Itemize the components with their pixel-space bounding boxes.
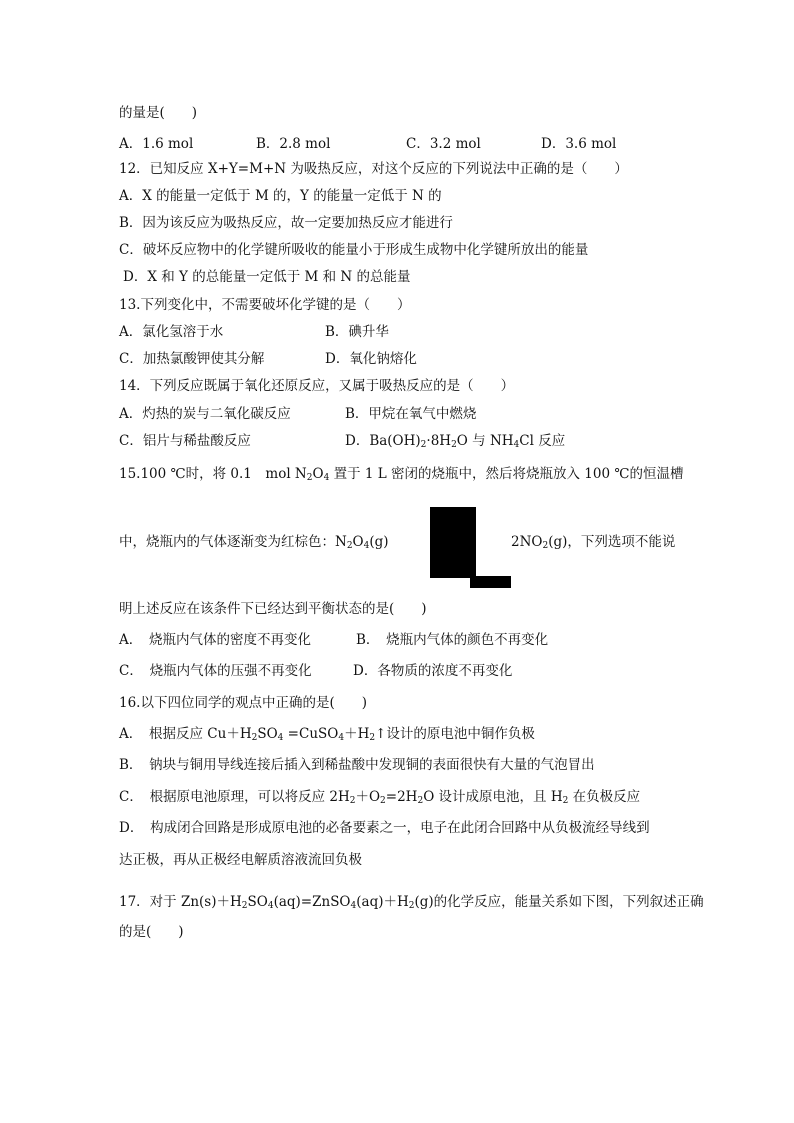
q16-option-b[interactable]: B． 钠块与铜用导线连接后插入到稀盐酸中发现铜的表面很快有大量的气泡冒出 <box>119 757 595 773</box>
q13-option-b[interactable]: B．碘升华 <box>325 324 389 340</box>
q15-stem-line3: 明上述反应在该条件下已经达到平衡状态的是( ) <box>119 601 427 617</box>
q11-option-c[interactable]: C．3.2 mol <box>406 136 481 152</box>
q15-stem-line2-right: $2NO_2(g)$，下列选项不能说 <box>511 534 676 551</box>
equilibrium-arrow-image <box>430 507 476 578</box>
q14-option-a[interactable]: A．灼热的炭与二氧化碳反应 <box>119 406 291 422</box>
q15-option-d[interactable]: D．各物质的浓度不再变化 <box>353 663 513 679</box>
q16-option-d-line1[interactable]: D． 构成闭合回路是形成原电池的必备要素之一，电子在此闭合回路中从负极流经导线到 <box>119 820 650 836</box>
q16-option-c[interactable]: C． 根据原电池原理，可以将反应 $2H_2+O_2=2H_2O$ 设计成原电池，且 $H_2$ 在负极反应 <box>119 789 641 806</box>
q15-option-c[interactable]: C． 烧瓶内气体的压强不再变化 <box>119 663 312 679</box>
q13-option-a[interactable]: A．氯化氢溶于水 <box>119 324 224 340</box>
q16-option-a[interactable]: A． 根据反应 $Cu+H_2SO_4$ $=CuSO_4+H_2↑$设计的原电池中铜作负极 <box>119 726 535 743</box>
q11-stem-tail: 的量是( ) <box>119 105 198 121</box>
q11-option-d[interactable]: D．3.6 mol <box>541 136 617 152</box>
q13-stem: 13.下列变化中，不需要破坏化学键的是（ ） <box>119 297 411 313</box>
q16-stem: 16.以下四位同学的观点中正确的是( ) <box>119 695 368 711</box>
q12-option-b[interactable]: B．因为该反应为吸热反应，故一定要加热反应才能进行 <box>119 215 453 231</box>
equilibrium-arrow-image-tail <box>470 576 511 588</box>
q14-option-b[interactable]: B．甲烷在氧气中燃烧 <box>345 406 477 422</box>
q12-option-a[interactable]: A．X 的能量一定低于 M 的，Y 的能量一定低于 N 的 <box>119 188 442 204</box>
q14-stem: 14．下列反应既属于氧化还原反应，又属于吸热反应的是（ ） <box>119 378 515 394</box>
q17-stem-line2: 的是( ) <box>119 924 184 940</box>
q13-option-c[interactable]: C．加热氯酸钾使其分解 <box>119 351 265 367</box>
q12-stem: 12．已知反应 X+Y=M+N 为吸热反应，对这个反应的下列说法中正确的是（ ） <box>119 161 628 177</box>
q15-stem-line1: 15.100 ℃时，将 0.1 mol $N_2O_4$ 置于 1 L 密闭的烧瓶中，然后将烧瓶放入 100 ℃的恒温槽 <box>119 466 684 483</box>
q11-option-b[interactable]: B．2.8 mol <box>256 136 331 152</box>
q12-option-d[interactable]: D．X 和 Y 的总能量一定低于 M 和 N 的总能量 <box>123 269 411 285</box>
q17-stem-line1: 17．对于 $Zn(s)+H_2SO_4(aq)=ZnSO_4(aq)+H_2(g)$的化学反应，能量关系如下图，下列叙述正确 <box>119 894 704 911</box>
q13-option-d[interactable]: D．氧化钠熔化 <box>325 351 417 367</box>
q14-option-c[interactable]: C．铝片与稀盐酸反应 <box>119 433 251 449</box>
q12-option-c[interactable]: C．破坏反应物中的化学键所吸收的能量小于形成生成物中化学键所放出的能量 <box>119 242 589 258</box>
q11-option-a[interactable]: A．1.6 mol <box>119 136 194 152</box>
q14-option-d[interactable]: D．$Ba(OH)_2\cdot 8H_2O$ 与 $NH_4Cl$ 反应 <box>345 433 566 450</box>
q16-option-d-line2: 达正极，再从正极经电解质溶液流回负极 <box>119 852 362 868</box>
q15-option-a[interactable]: A． 烧瓶内气体的密度不再变化 <box>119 632 311 648</box>
q15-option-b[interactable]: B． 烧瓶内气体的颜色不再变化 <box>356 632 549 648</box>
q15-stem-line2-left: 中，烧瓶内的气体逐渐变为红棕色：$N_2O_4(g)$ <box>119 534 389 551</box>
